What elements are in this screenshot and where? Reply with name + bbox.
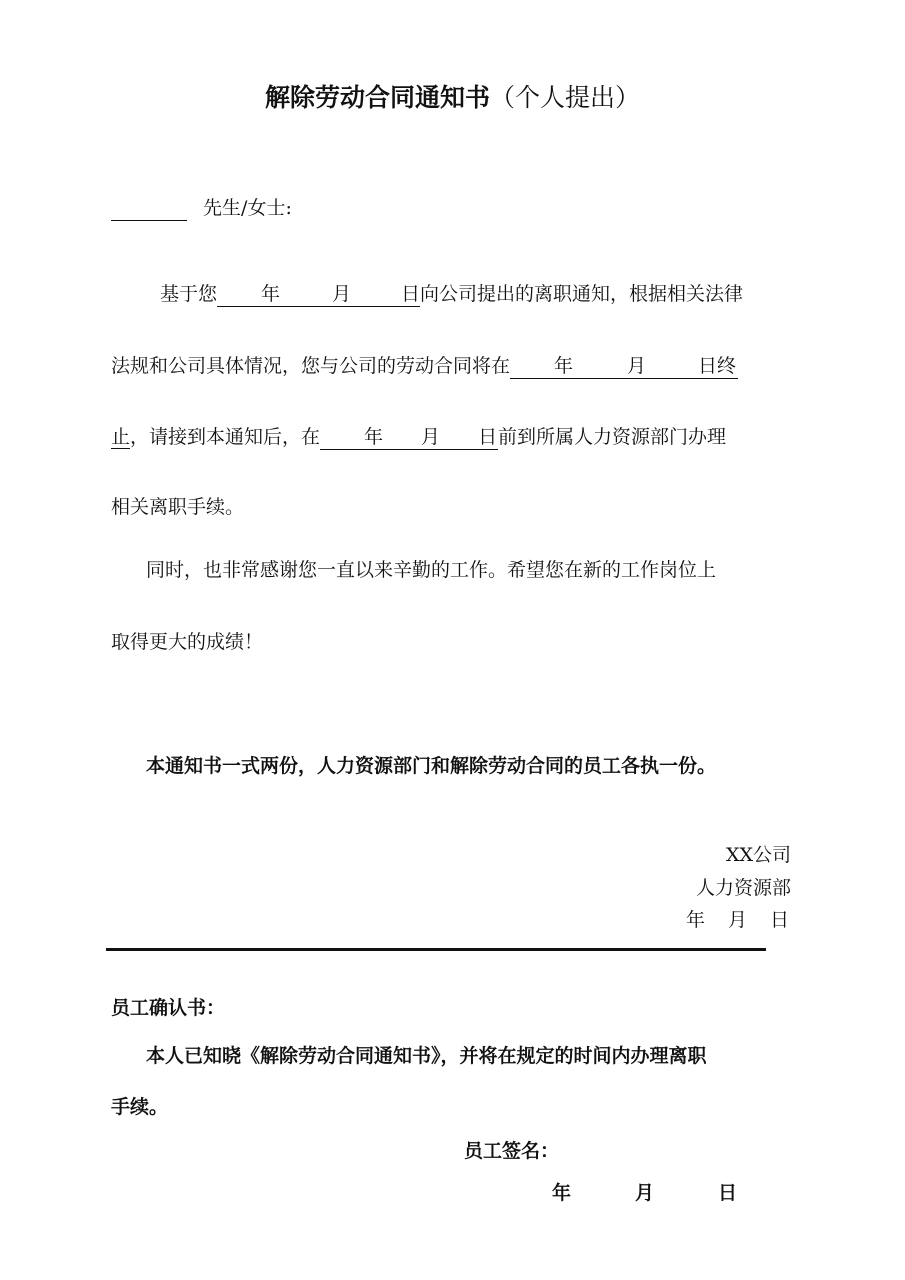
para2-line1: 同时，也非常感谢您一直以来辛勤的工作。希望您在新的工作岗位上 [146, 559, 717, 581]
copies-note: 本通知书一式两份，人力资源部门和解除劳动合同的员工各执一份。 [146, 755, 717, 777]
signoff-company: XX公司 [725, 844, 791, 866]
salutation-line [111, 195, 292, 221]
notice-month-label: 月 [332, 283, 352, 305]
confirm-day-label: 日 [718, 1182, 738, 1204]
para2-line2: 取得更大的成绩！ [111, 631, 264, 653]
para1-l3-mid: ，请接到本通知后，在 [130, 426, 321, 448]
title-main: 解除劳动合同通知书 [264, 83, 490, 112]
termination-date-blank[interactable] [510, 353, 738, 379]
termination-month-label: 月 [627, 355, 647, 377]
document-title [0, 78, 905, 114]
termination-day-label: 日终 [698, 355, 737, 377]
termination-year-label: 年 [554, 355, 574, 377]
procedure-day-label: 日 [478, 426, 498, 448]
para1-line1 [160, 281, 743, 307]
signoff-date: 年 月 日 [685, 909, 791, 931]
confirm-line1: 本人已知晓《解除劳动合同通知书》，并将在规定的时间内办理离职 [146, 1045, 707, 1067]
confirm-month-label: 月 [635, 1182, 655, 1204]
para1-line4: 相关离职手续。 [111, 496, 245, 518]
notice-year-label: 年 [261, 283, 281, 305]
confirm-heading: 员工确认书： [111, 997, 226, 1019]
procedure-year-label: 年 [364, 426, 384, 448]
para1-l1-post: 向公司提出的离职通知，根据相关法律 [420, 283, 744, 305]
name-blank[interactable] [111, 195, 187, 221]
procedure-month-label: 月 [421, 426, 441, 448]
salutation-text: 先生/女士: [203, 197, 292, 219]
signoff-dept: 人力资源部 [695, 877, 791, 899]
para1-line2 [111, 353, 738, 379]
notice-date-blank[interactable] [217, 281, 420, 307]
employee-signature-label: 员工签名： [464, 1140, 560, 1162]
para1-l2-pre: 法规和公司具体情况，您与公司的劳动合同将在 [111, 355, 511, 377]
confirm-line2: 手续。 [111, 1096, 169, 1118]
procedure-date-blank[interactable] [320, 424, 498, 450]
section-divider [106, 948, 766, 951]
para1-l3-pre: 止 [111, 426, 131, 448]
confirm-date [552, 1180, 737, 1206]
para1-l3-post: 前到所属人力资源部门办理 [498, 426, 727, 448]
notice-day-label: 日 [401, 283, 421, 305]
title-sub: （个人提出） [490, 83, 641, 112]
para1-l1-pre: 基于您 [160, 283, 218, 305]
confirm-year-label: 年 [552, 1182, 572, 1204]
para1-line3 [111, 424, 726, 450]
